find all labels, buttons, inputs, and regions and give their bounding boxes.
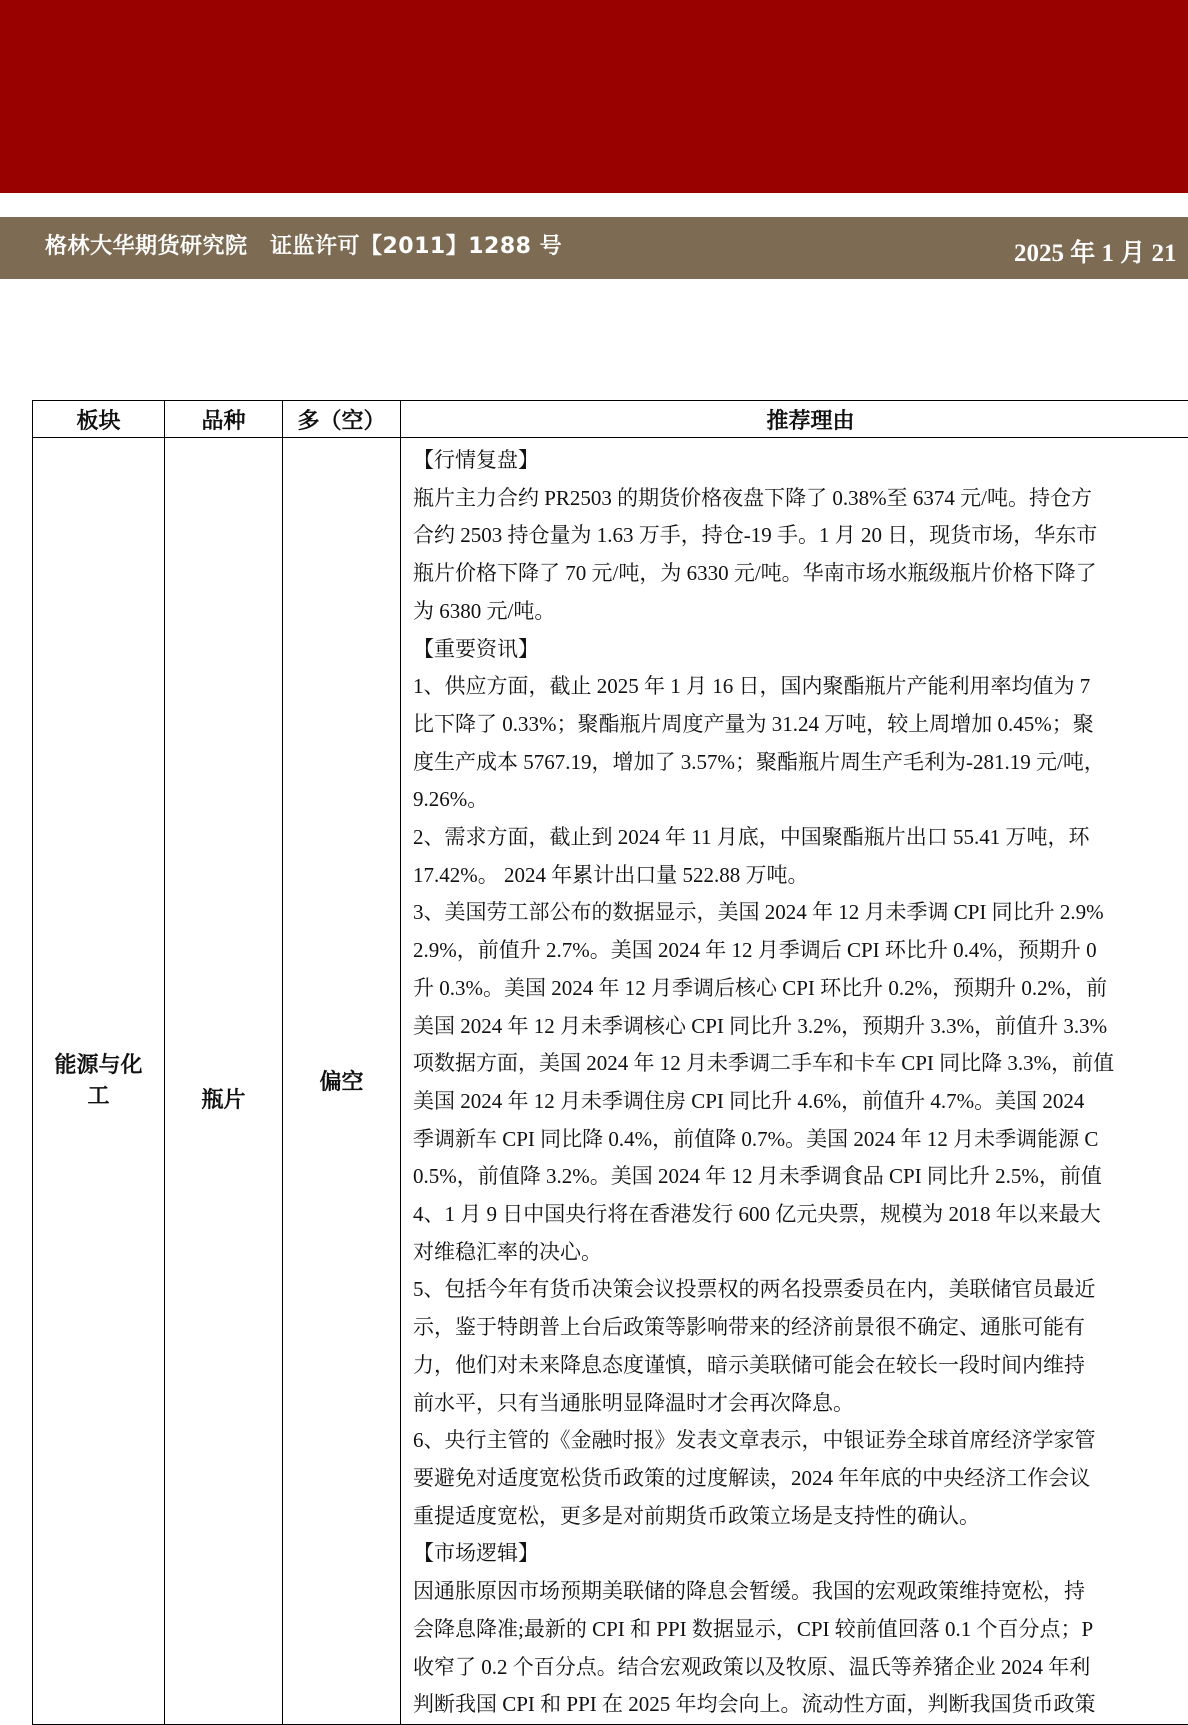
header-sector: 板块 <box>33 401 165 438</box>
table-row <box>33 438 1188 1725</box>
reason-line: 1、供应方面，截止 2025 年 1 月 16 日，国内聚酯瓶片产能利用率均值为 7 <box>413 668 1188 706</box>
reason-line: 示，鉴于特朗普上台后政策等影响带来的经济前景很不确定、通胀可能有 <box>413 1309 1188 1347</box>
cell-product <box>165 438 283 1725</box>
reason-line: 【市场逻辑】 <box>413 1535 1188 1573</box>
reason-line: 瓶片主力合约 PR2503 的期货价格夜盘下降了 0.38%至 6374 元/吨。持仓方 <box>413 480 1188 518</box>
reason-line: 2、需求方面，截止到 2024 年 11 月底，中国聚酯瓶片出口 55.41 万吨，环 <box>413 819 1188 857</box>
reason-line: 季调新车 CPI 同比降 0.4%，前值降 0.7%。美国 2024 年 12 月未季调能源 C <box>413 1121 1188 1159</box>
reason-line: 会降息降准;最新的 CPI 和 PPI 数据显示，CPI 较前值回落 0.1 个百分点；P <box>413 1611 1188 1649</box>
sector-text: 能源与化工 <box>49 1050 149 1112</box>
product-text: 瓶片 <box>201 1088 245 1113</box>
reason-line: 比下降了 0.33%；聚酯瓶片周度产量为 31.24 万吨，较上周增加 0.45%；聚 <box>413 706 1188 744</box>
reason-line: 因通胀原因市场预期美联储的降息会暂缓。我国的宏观政策维持宽松，持 <box>413 1573 1188 1611</box>
report-date: 2025 年 1 月 21 <box>1014 232 1177 276</box>
reason-line: 【重要资讯】 <box>413 631 1188 669</box>
recommendation-table-wrapper <box>32 400 1188 1680</box>
institute-license: 格林大华期货研究院 证监许可【2011】1288 号 <box>45 225 562 269</box>
header-direction: 多（空） <box>283 401 401 438</box>
reason-line: 重提适度宽松，更多是对前期货币政策立场是支持性的确认。 <box>413 1498 1188 1536</box>
reason-line: 6、央行主管的《金融时报》发表文章表示，中银证券全球首席经济学家管 <box>413 1422 1188 1460</box>
reason-line: 4、1 月 9 日中国央行将在香港发行 600 亿元央票，规模为 2018 年以来最大 <box>413 1196 1188 1234</box>
reason-line: 2.9%，前值升 2.7%。美国 2024 年 12 月季调后 CPI 环比升 0.4%，预期升 0 <box>413 932 1188 970</box>
reason-line: 【行情复盘】 <box>413 442 1188 480</box>
reason-line: 度生产成本 5767.19，增加了 3.57%；聚酯瓶片周生产毛利为-281.19 元/吨， <box>413 744 1188 782</box>
direction-text: 偏空 <box>319 1070 363 1095</box>
reason-line: 美国 2024 年 12 月未季调住房 CPI 同比升 4.6%，前值升 4.7%。美国 2024 <box>413 1083 1188 1121</box>
table-header-row <box>33 401 1188 438</box>
reason-line: 美国 2024 年 12 月未季调核心 CPI 同比升 3.2%，预期升 3.3%，前值升 3.3% <box>413 1008 1188 1046</box>
cell-direction <box>283 438 401 1725</box>
reason-line: 0.5%，前值降 3.2%。美国 2024 年 12 月未季调食品 CPI 同比升 2.5%，前值 <box>413 1158 1188 1196</box>
cell-sector <box>33 438 165 1725</box>
reason-line: 3、美国劳工部公布的数据显示，美国 2024 年 12 月未季调 CPI 同比升 2.9% <box>413 894 1188 932</box>
header-banner <box>0 0 1188 193</box>
reason-line: 升 0.3%。美国 2024 年 12 月季调后核心 CPI 环比升 0.2%，预期升 0.2%，前 <box>413 970 1188 1008</box>
reason-line: 项数据方面，美国 2024 年 12 月未季调二手车和卡车 CPI 同比降 3.3%，前值 <box>413 1045 1188 1083</box>
recommendation-table <box>32 400 1188 1725</box>
header-reason: 推荐理由 <box>401 401 1188 438</box>
reason-line: 前水平，只有当通胀明显降温时才会再次降息。 <box>413 1385 1188 1423</box>
cell-reason <box>401 438 1188 1725</box>
info-bar <box>0 217 1188 279</box>
reason-line: 为 6380 元/吨。 <box>413 593 1188 631</box>
reason-line: 收窄了 0.2 个百分点。结合宏观政策以及牧原、温氏等养猪企业 2024 年利 <box>413 1649 1188 1687</box>
reason-line: 力，他们对未来降息态度谨慎，暗示美联储可能会在较长一段时间内维持 <box>413 1347 1188 1385</box>
reason-text <box>413 442 1188 1724</box>
reason-line: 对维稳汇率的决心。 <box>413 1234 1188 1272</box>
reason-line: 17.42%。 2024 年累计出口量 522.88 万吨。 <box>413 857 1188 895</box>
reason-line: 瓶片价格下降了 70 元/吨，为 6330 元/吨。华南市场水瓶级瓶片价格下降了 <box>413 555 1188 593</box>
reason-line: 合约 2503 持仓量为 1.63 万手，持仓-19 手。1 月 20 日，现货市场，华东市 <box>413 517 1188 555</box>
reason-line: 要避免对适度宽松货币政策的过度解读，2024 年年底的中央经济工作会议 <box>413 1460 1188 1498</box>
header-product: 品种 <box>165 401 283 438</box>
reason-line: 5、包括今年有货币决策会议投票权的两名投票委员在内，美联储官员最近 <box>413 1271 1188 1309</box>
reason-line: 判断我国 CPI 和 PPI 在 2025 年均会向上。流动性方面，判断我国货币政策 <box>413 1686 1188 1724</box>
reason-line: 9.26%。 <box>413 781 1188 819</box>
